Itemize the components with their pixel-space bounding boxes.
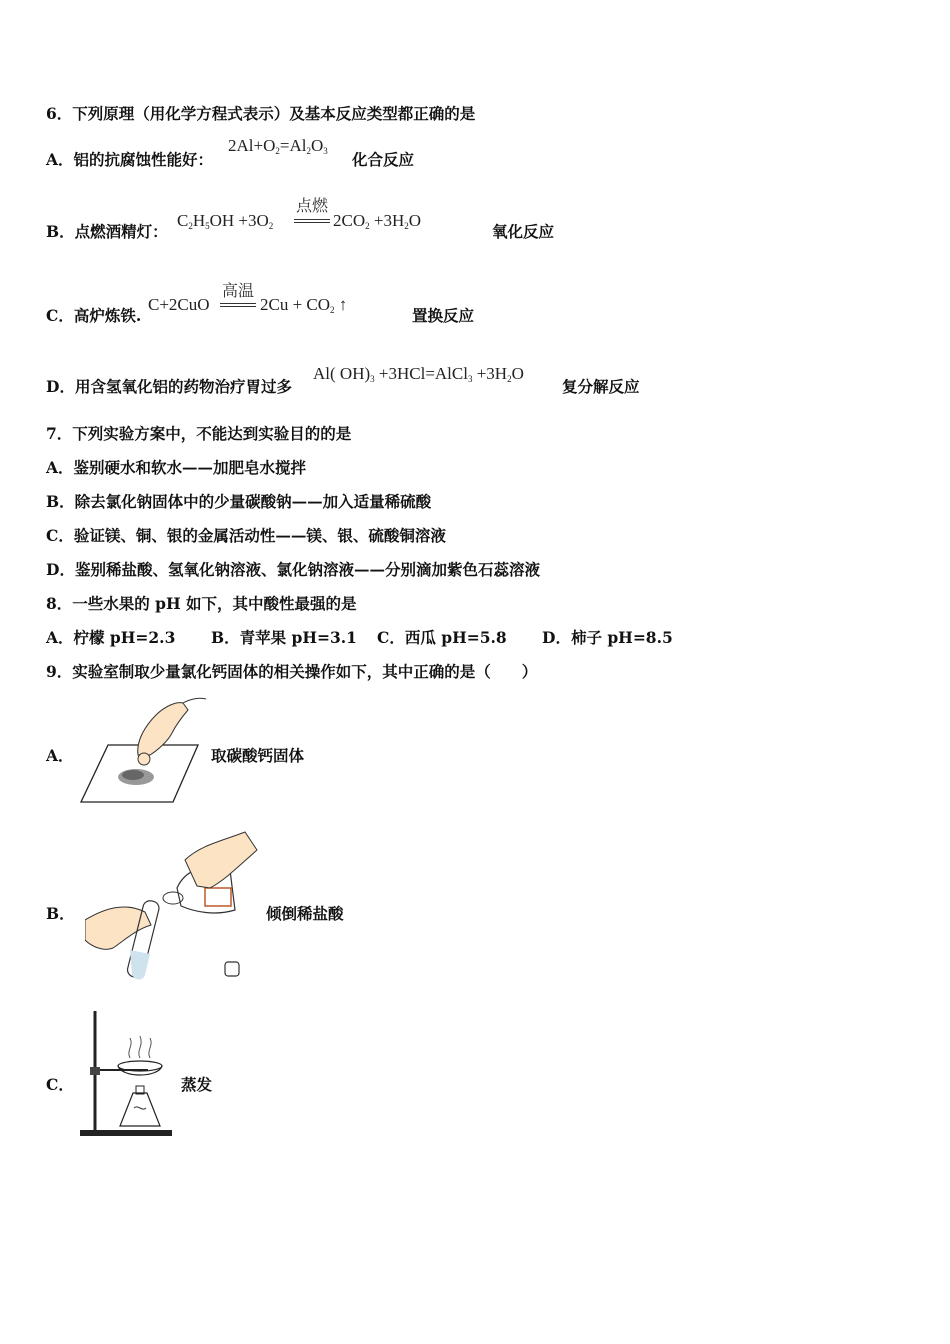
q8-option-c: C．西瓜 pH=5.8 — [377, 628, 507, 647]
q6-option-b-label: B．点燃酒精灯： — [46, 222, 168, 241]
evaporation-illustration — [78, 1008, 178, 1138]
q6-option-a-type: 化合反应 — [352, 150, 415, 169]
q9-option-c-caption: 蒸发 — [181, 1075, 213, 1094]
q6-option-c-products: $2Cu + CO_2$ ↑ — [260, 295, 348, 315]
q9-option-b-letter: B． — [46, 904, 75, 923]
q7-option-a: A．鉴别硬水和软水——加肥皂水搅拌 — [46, 458, 307, 477]
q6-stem: 6．下列原理（用化学方程式表示）及基本反应类型都正确的是 — [46, 104, 476, 123]
q7-option-c: C．验证镁、铜、银的金属活动性——镁、银、硫酸铜溶液 — [46, 526, 446, 545]
q6-option-c-label: C．高炉炼铁. — [46, 306, 142, 325]
q7-option-d: D．鉴别稀盐酸、氢氧化钠溶液、氯化钠溶液——分别滴加紫色石蕊溶液 — [46, 560, 540, 579]
q6-option-b-products: $2CO_2 +3H_2O$ — [333, 211, 422, 231]
q7-stem: 7．下列实验方案中，不能达到实验目的的是 — [46, 424, 352, 443]
q6-option-c-type: 置换反应 — [412, 306, 475, 325]
q8-option-d: D．柿子 pH=8.5 — [542, 628, 673, 647]
q9-option-a-caption: 取碳酸钙固体 — [211, 746, 305, 765]
q6-option-b-equals — [294, 219, 330, 223]
q8-stem: 8．一些水果的 pH 如下，其中酸性最强的是 — [46, 594, 357, 613]
q9-option-b-caption: 倾倒稀盐酸 — [266, 904, 344, 923]
q6-option-b-type: 氧化反应 — [492, 222, 555, 241]
q6-option-a-label: A．铝的抗腐蚀性能好： — [46, 150, 214, 169]
q9-option-a-letter: A． — [46, 746, 74, 765]
q6-option-d-equation: Al( $OH)_3$ +3HCl=AlCl$_3$ $+3H_2O$ — [313, 364, 524, 384]
q6-option-c-equation: C+2CuO — [148, 295, 210, 314]
q9-option-c-letter: C． — [46, 1075, 74, 1094]
take-solid-illustration — [78, 695, 208, 805]
q6-option-b-equation: $C_2H_5OH +3O_2$ — [177, 211, 274, 231]
q6-option-c-equals — [220, 303, 256, 307]
q6-option-b-condition: 点燃 — [296, 198, 329, 215]
q7-option-b: B．除去氯化钠固体中的少量碳酸钠——加入适量稀硫酸 — [46, 492, 432, 511]
q6-option-d-type: 复分解反应 — [562, 377, 640, 396]
q8-option-b: B．青苹果 pH=3.1 — [211, 628, 357, 647]
q6-option-d-label: D．用含氢氧化铝的药物治疗胃过多 — [46, 377, 292, 396]
q8-option-a: A．柠檬 pH=2.3 — [46, 628, 176, 647]
q6-option-a-equation: $2Al+O_2=Al_2O_3$ — [228, 136, 328, 156]
pour-acid-illustration — [85, 830, 260, 985]
q6-option-c-condition: 高温 — [222, 283, 255, 300]
q9-stem: 9．实验室制取少量氯化钙固体的相关操作如下，其中正确的是（ ） — [46, 662, 538, 681]
